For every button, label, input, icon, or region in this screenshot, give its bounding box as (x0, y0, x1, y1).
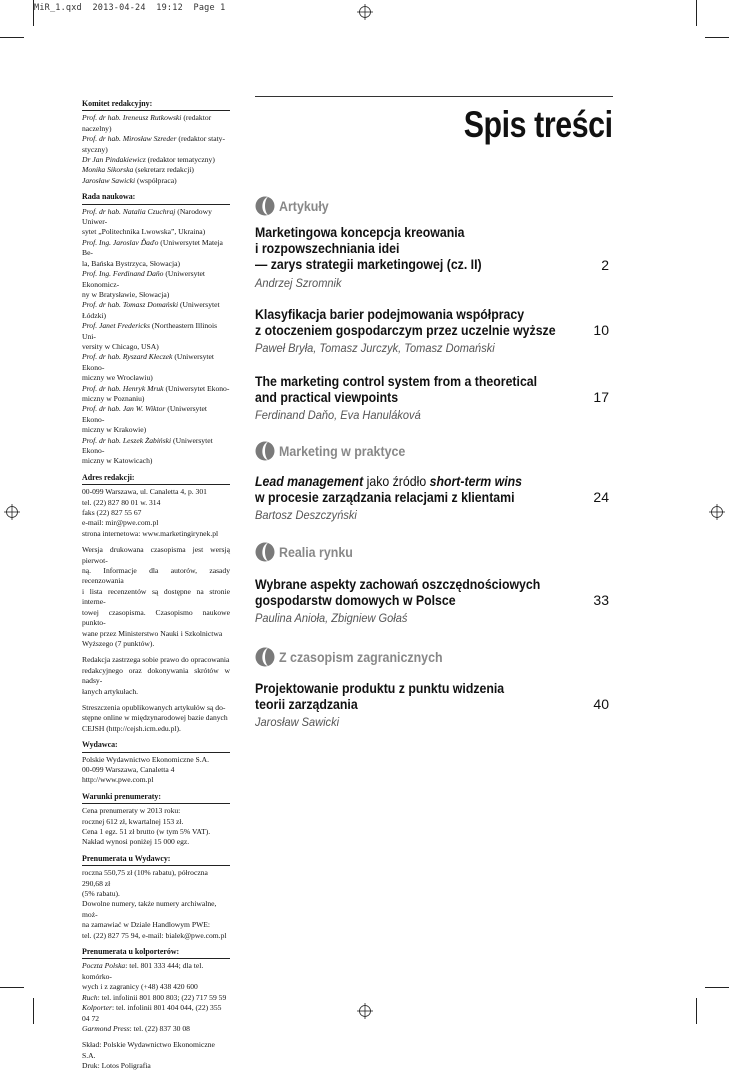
masthead-line: ny w Bratysławie, Słowacja) (82, 289, 170, 299)
section-bullet-icon (255, 440, 275, 462)
entry-page-number: 2 (601, 257, 609, 273)
crop-mark (33, 0, 34, 26)
abstracts-note: Streszczenia opublikowanych artykułów są do- stępne online w międzynarodowej bazie danych CEJSH (http://cejsh.icm.edu.pl). (82, 702, 228, 733)
section-heading: Adres redakcji: (82, 473, 230, 485)
subscription-line: Dowolne numery, także numery archiwalne, moż- (82, 899, 217, 919)
subscription-line: roczna 550,75 zł (10% rabatu), półroczna 290,68 zł (82, 868, 208, 888)
subscription-line: na zamawiać w Dziale Handlowym PWE: (82, 920, 210, 930)
masthead-line: miczny w Krakowie) (82, 425, 147, 435)
section-marketing-in-practice (255, 440, 416, 462)
registration-mark-icon (357, 1003, 373, 1019)
publisher-block (82, 740, 230, 786)
entry-author: Jarosław Sawicki (255, 715, 340, 730)
toc-entry[interactable] (255, 224, 609, 290)
masthead-line: Prof. Ing. Jaroslav Ďaďo (Uniwersytet Mateja Be- (82, 237, 223, 258)
crop-mark (696, 0, 697, 26)
distributor-line: Ruch: tel. infolinii 801 800 803; (22) 717 59 59 (82, 992, 227, 1002)
editorial-address (82, 473, 230, 539)
entry-author: Paulina Anioła, Zbigniew Gołaś (255, 611, 408, 626)
publisher-line: http://www.pwe.com.pl (82, 775, 154, 785)
masthead-line: Prof. dr hab. Tomasz Domański (Uniwersytet Łódzki) (82, 300, 220, 320)
masthead-line: miczny w Poznaniu) (82, 393, 145, 403)
entry-page-number: 17 (593, 389, 609, 405)
masthead-line: miczny we Wrocławiu) (82, 373, 153, 383)
masthead-line: Jarosław Sawicki (współpraca) (82, 175, 177, 185)
section-heading: Komitet redakcyjny: (82, 99, 230, 111)
page-title: Spis treści (464, 104, 613, 145)
masthead-line: versity w Chicago, USA) (82, 341, 159, 351)
subscription-line: tel. (22) 827 75 94, e-mail: bialek@pwe.com.pl (82, 930, 227, 940)
section-label: Artykuły (279, 198, 329, 214)
entry-author: Andrzej Szromnik (255, 275, 342, 290)
toc-entry[interactable] (255, 680, 609, 729)
entry-title: Marketingowa koncepcja kreowania i rozpowszechniania idei — zarys strategii marketingowej (cz. II) (255, 224, 482, 273)
masthead-line: Prof. dr hab. Mirosław Szreder (redaktor staty- (82, 134, 226, 144)
subscription-line: Cena prenumeraty w 2013 roku: (82, 806, 181, 816)
publisher-subscription (82, 854, 230, 941)
crop-mark (33, 998, 34, 1024)
email-line: e-mail: mir@pwe.com.pl (82, 518, 159, 528)
scientific-council (82, 192, 230, 467)
entry-page-number: 10 (593, 322, 609, 338)
print-version-note: Wersja drukowana czasopisma jest wersją pierwot- ną. Informacje dla autorów, zasady recenzowania i lista recenzentów są dostępne na stronie interne- towej czasopisma. Czasopismo naukowe punkto- wane przez Ministerstwo Nauki i Szkolnictwa Wyższego (7 punktów). (82, 545, 230, 648)
section-foreign-journals (255, 646, 457, 668)
section-bullet-icon (255, 646, 275, 668)
masthead-line: styczny) (82, 144, 108, 154)
subscription-line: Nakład wynosi poniżej 15 000 egz. (82, 837, 190, 847)
entry-page-number: 40 (593, 696, 609, 712)
typesetting-print (82, 1040, 230, 1071)
section-articles (255, 195, 333, 217)
distributor-line: Kolporter: tel. infolinii 801 404 044, (22) 355 04 72 (82, 1003, 222, 1023)
registration-mark-icon (709, 504, 725, 520)
publisher-line: Polskie Wydawnictwo Ekonomiczne S.A. (82, 754, 210, 764)
subscription-line: Cena 1 egz. 51 zł brutto (w tym 5% VAT). (82, 827, 211, 836)
crop-mark (0, 987, 24, 988)
entry-page-number: 33 (593, 592, 609, 608)
section-heading: Wydawca: (82, 740, 230, 752)
subscription-line: rocznej 612 zł, kwartalnej 153 zł. (82, 816, 184, 826)
masthead-line: Monika Sikorska (sekretarz redakcji) (82, 165, 194, 175)
masthead-line: sytet „Politechnika Lwowska”, Ukraina) (82, 227, 206, 237)
crop-mark (705, 37, 729, 38)
distributor-line: Poczta Polska: tel. 801 333 444; dla tel. komórko- (82, 961, 204, 981)
masthead-column (82, 99, 230, 1078)
crop-mark (0, 37, 24, 38)
typesetting-line: Skład: Polskie Wydawnictwo Ekonomiczne S.A. (82, 1040, 215, 1060)
subscription-terms (82, 792, 230, 848)
editorial-committee (82, 99, 230, 186)
editing-rights-note: Redakcja zastrzega sobie prawo do opracowania redakcyjnego oraz dokonywania skrótów w nadsy- łanych artykułach. (82, 655, 230, 696)
website-line: strona internetowa: www.marketingirynek.pl (82, 528, 219, 538)
entry-title: Wybrane aspekty zachowań oszczędnościowych gospodarstw domowych w Polsce (255, 576, 541, 609)
section-market-realities (255, 541, 359, 563)
section-bullet-icon (255, 195, 275, 217)
masthead-line: Prof. Ing. Ferdinand Daňo (Uniwersytet Ekonomicz- (82, 269, 206, 289)
masthead-line: Prof. dr hab. Ryszard Kłeczek (Uniwersytet Ekono- (82, 352, 214, 372)
masthead-line: Prof. Janet Fredericks (Northeastern Illinois Uni- (82, 321, 218, 341)
publisher-line: 00-099 Warszawa, Canaletta 4 (82, 764, 175, 774)
masthead-line: Prof. dr hab. Natalia Czuchraj (Narodowy Uniwer- (82, 206, 212, 227)
masthead-line: Prof. dr hab. Jan W. Wiktor (Uniwersytet Ekono- (82, 404, 207, 424)
subscription-line: (5% rabatu). (82, 889, 120, 899)
section-heading: Prenumerata u Wydawcy: (82, 854, 230, 866)
entry-author: Ferdinand Daňo, Eva Hanuláková (255, 408, 421, 423)
entry-page-number: 24 (593, 489, 609, 505)
toc-entry[interactable] (255, 373, 609, 422)
section-bullet-icon (255, 541, 275, 563)
address-line: 00-099 Warszawa, ul. Canaletta 4, p. 301 (82, 487, 207, 497)
registration-mark-icon (4, 504, 20, 520)
section-label: Z czasopism zagranicznych (279, 649, 443, 665)
masthead-line: Prof. dr hab. Leszek Żabiński (Uniwersytet Ekono- (82, 435, 213, 455)
registration-mark-icon (357, 4, 373, 20)
crop-mark (696, 998, 697, 1024)
file-slug: MiR_1.qxd 2013-04-24 19:12 Page 1 (34, 3, 226, 13)
section-heading: Warunki prenumeraty: (82, 792, 230, 804)
crop-mark (705, 987, 729, 988)
section-heading: Prenumerata u kolporterów: (82, 947, 230, 959)
distributor-line: wych i z zagranicy (+48) 438 420 600 (82, 982, 198, 992)
header-rule (255, 96, 613, 97)
section-label: Realia rynku (279, 544, 353, 560)
entry-author: Paweł Bryła, Tomasz Jurczyk, Tomasz Domański (255, 341, 495, 356)
distributor-line: Garmond Press: tel. (22) 837 30 08 (82, 1023, 190, 1033)
section-heading: Rada naukowa: (82, 192, 230, 204)
fax-line: faks (22) 827 55 67 (82, 508, 142, 518)
masthead-line: Prof. dr hab. Henryk Mruk (Uniwersytet Ekono- (82, 383, 230, 393)
phone-line: tel. (22) 827 80 01 w. 314 (82, 497, 161, 507)
toc-entry[interactable] (255, 306, 609, 355)
entry-title: Lead management jako źródło short-term wins w procesie zarządzania relacjami z klientami (255, 473, 523, 506)
section-label: Marketing w praktyce (279, 443, 406, 459)
entry-title: Projektowanie produktu z punktu widzenia teorii zarządzania (255, 680, 505, 713)
distributor-subscription (82, 947, 230, 1034)
masthead-line: Prof. dr hab. Ireneusz Rutkowski (redaktor naczelny) (82, 113, 212, 133)
masthead-line: la, Bańska Bystrzyca, Słowacja) (82, 258, 181, 268)
entry-title: The marketing control system from a theoretical and practical viewpoints (255, 373, 538, 406)
masthead-line: Dr Jan Pindakiewicz (redaktor tematyczny) (82, 155, 215, 165)
entry-title: Klasyfikacja barier podejmowania współpracy z otoczeniem gospodarczym przez uczelnie wyższe (255, 306, 556, 339)
entry-author: Bartosz Deszczyński (255, 508, 357, 523)
masthead-line: miczny w Katowicach) (82, 456, 153, 466)
printing-line: Druk: Lotos Poligrafia (82, 1061, 151, 1071)
toc-entry[interactable] (255, 576, 609, 625)
toc-entry[interactable] (255, 473, 609, 522)
